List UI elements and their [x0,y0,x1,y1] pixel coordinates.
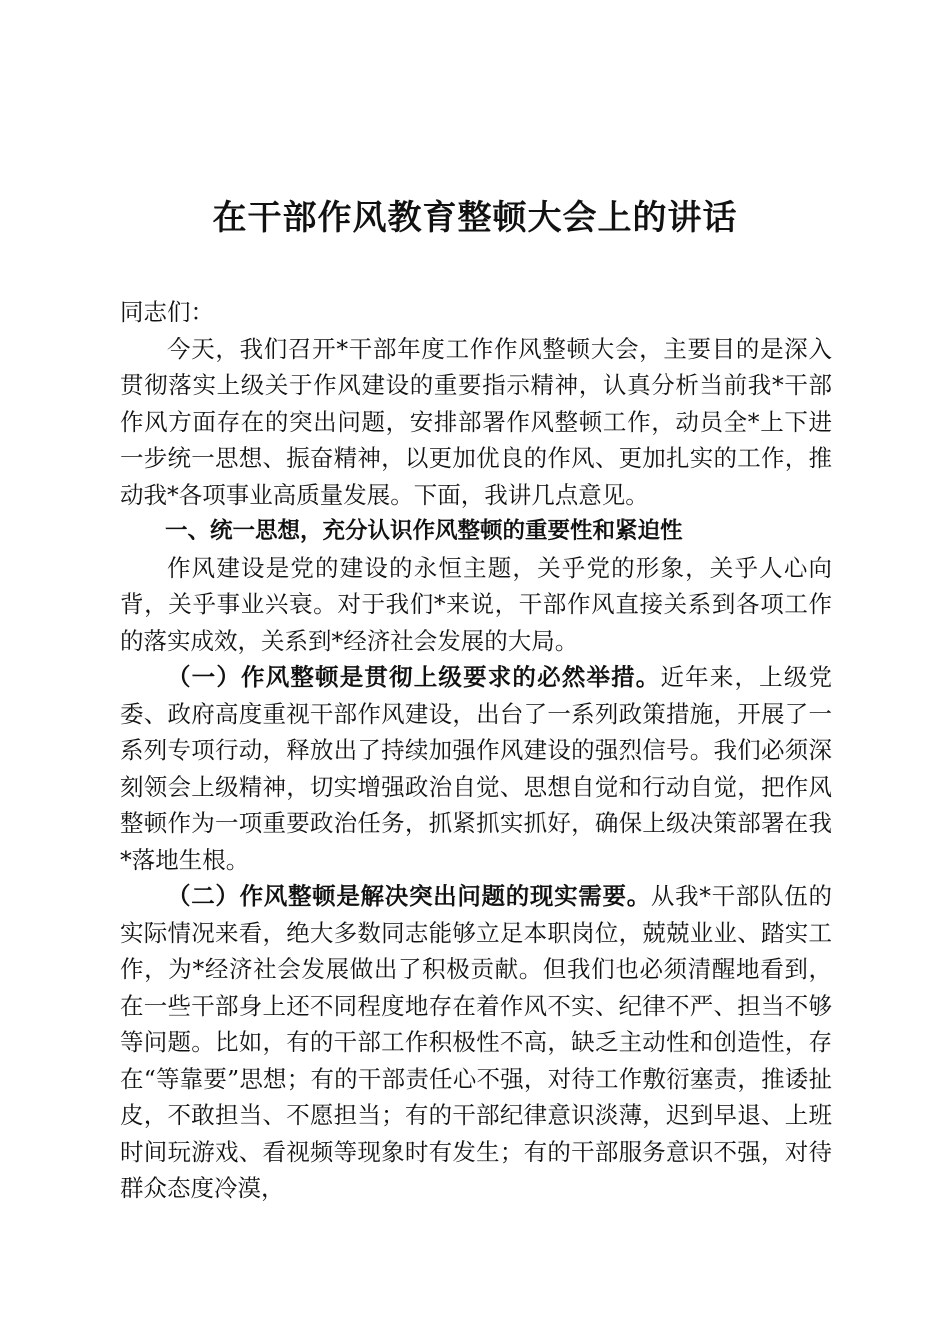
point-2-body: 从我*干部队伍的实际情况来看，绝大多数同志能够立足本职岗位，兢兢业业、踏实工作，为*经济社会发展做出了积极贡献。但我们也必须清醒地看到，在一些干部身上还不同程度地存在着作风不实、纪律不严、担当不够等问题。比如，有的干部工作积极性不高，缺乏主动性和创造性，存在“等靠要”思想；有的干部责任心不强，对待工作敷衍塞责，推诿扯皮，不敢担当、不愿担当；有的干部纪律意识淡薄，迟到早退、上班时间玩游戏、看视频等现象时有发生；有的干部服务意识不强，对待群众态度冷漠， [120,882,833,1202]
point-1-heading: （一）作风整顿是贯彻上级要求的必然举措。 [167,663,661,691]
section-heading-1: 一、统一思想，充分认识作风整顿的重要性和紧迫性 [165,518,683,544]
salutation: 同志们： [120,298,214,326]
point-2-heading: （二）作风整顿是解决突出问题的现实需要。 [167,882,651,910]
document-title: 在干部作风教育整顿大会上的讲话 [212,198,738,238]
section-1-paragraph: 作风建设是党的建设的永恒主题，关乎党的形象，关乎人心向背，关乎事业兴衰。对于我们*来说，干部作风直接关系到各项工作的落实成效，关系到*经济社会发展的大局。 [120,553,832,655]
document-body [120,294,832,1207]
point-1-body: 近年来，上级党委、政府高度重视干部作风建设，出台了一系列政策措施，开展了一系列专项行动，释放出了持续加强作风建设的强烈信号。我们必须深刻领会上级精神，切实增强政治自觉、思想自觉和行动自觉，把作风整顿作为一项重要政治任务，抓紧抓实抓好，确保上级决策部署在我*落地生根。 [120,663,833,874]
point-2-paragraph [120,878,832,1207]
intro-paragraph: 今天，我们召开*干部年度工作作风整顿大会，主要目的是深入贯彻落实上级关于作风建设的重要指示精神，认真分析当前我*干部作风方面存在的突出问题，安排部署作风整顿工作，动员全*上下进一步统一思想、振奋精神，以更加优良的作风、更加扎实的工作，推动我*各项事业高质量发展。下面，我讲几点意见。 [120,334,832,509]
point-1-paragraph [120,659,832,878]
